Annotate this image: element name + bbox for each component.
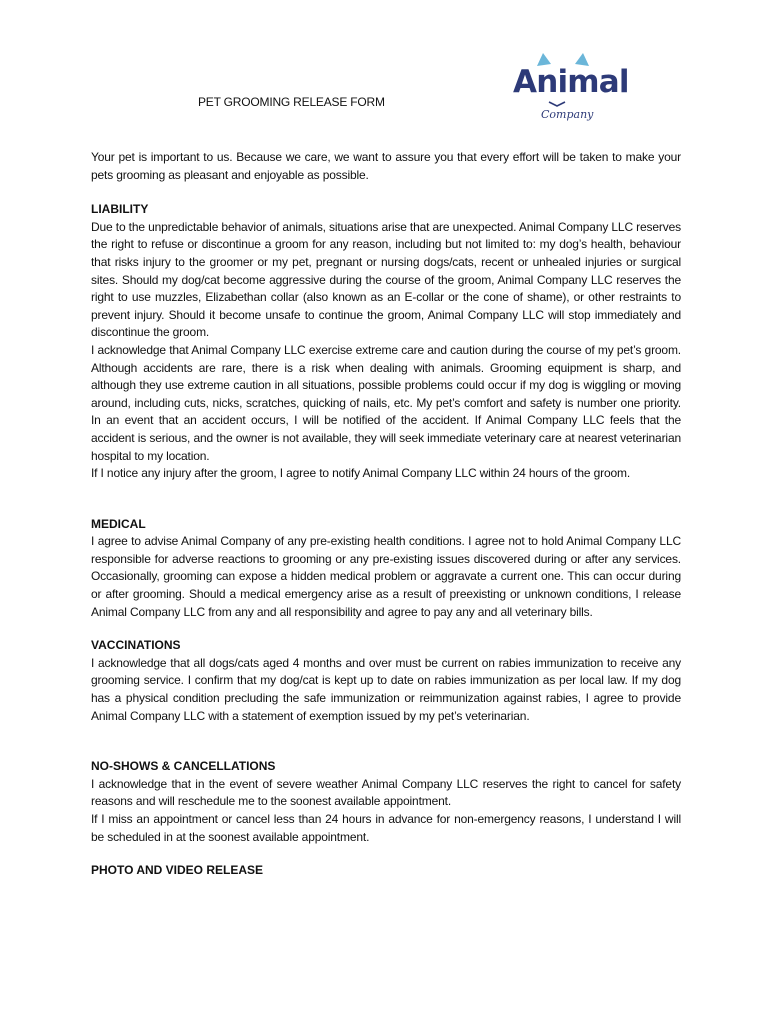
liability-paragraph-3: If I notice any injury after the groom, I agree to notify Animal Company LLC within 24 hours of the groom.: [91, 466, 631, 481]
liability-heading: LIABILITY: [91, 202, 149, 217]
medical-paragraph: I agree to advise Animal Company of any pre-existing health conditions. I agree not to hold Animal Company LLC responsible for adverse reactions to grooming or any pre-existing issues discovered during or after any services. Occasionally, grooming can expose a hidden medical problem or aggravate a current one. This can occur during or after grooming. Should a medical emergency arise as a result of preexisting or unknown conditions, I release Animal Company LLC from any and all responsibility and agree to pay any and all veterinary bills.: [91, 534, 681, 619]
noshows-paragraph-2: If I miss an appointment or cancel less than 24 hours in advance for non-emergency reasons, I understand I will be scheduled in at the soonest available appointment.: [91, 812, 681, 844]
photo-heading: PHOTO AND VIDEO RELEASE: [91, 863, 264, 878]
logo-wordmark: Animal: [513, 64, 629, 100]
company-logo: [505, 50, 629, 136]
vaccinations-paragraph: I acknowledge that all dogs/cats aged 4 months and over must be current on rabies immunization to receive any grooming service. I confirm that my dog/cat is kept up to date on rabies immunization as per local law. If my dog has a physical condition precluding the safe immunization or reimmunization against rabies, I agree to provide Animal Company LLC with a statement of exemption issued by my pet’s veterinarian.: [91, 655, 681, 723]
liability-paragraph-1: Due to the unpredictable behavior of animals, situations arise that are unexpected. Animal Company LLC reserves the right to refuse or discontinue a groom for any reason, including but not limited to: my dog’s health, behaviour that risks injury to the groomer or my pet, pregnant or nursing dogs/cats, recent or unhealed injuries or surgical sites. Should my dog/cat become aggressive during the course of the groom, Animal Company LLC reserves the right to use muzzles, Elizabethan collar (also known as an E-collar or the cone of shame), or other restraints to prevent injury. Should it become unsafe to continue the groom, Animal Company LLC will stop immediately and discontinue the groom.: [91, 219, 681, 340]
intro-paragraph: Your pet is important to us. Because we care, we want to assure you that every effort will be taken to make your pets grooming as pleasant and enjoyable as possible.: [91, 150, 681, 182]
vaccinations-heading: VACCINATIONS: [91, 638, 181, 653]
liability-paragraph-2: I acknowledge that Animal Company LLC exercise extreme care and caution during the course of my pet’s groom. Although accidents are rare, there is a risk when dealing with animals. Grooming equipment is sharp, and although they use extreme caution in all situations, possible problems could occur if my dog is wiggling or moving around, including cuts, nicks, scratches, quicking of nails, etc. My pet’s comfort and safety is number one priority. In an event that an accident occurs, I will be notified of the accident. If Animal Company LLC feels that the accident is serious, and the owner is not available, they will seek immediate veterinary care at nearest veterinarian hospital to my location.: [91, 342, 681, 463]
logo-subtext: Company: [541, 108, 594, 121]
medical-heading: MEDICAL: [91, 516, 146, 531]
page-title: PET GROOMING RELEASE FORM: [198, 95, 385, 109]
form-body: [91, 149, 681, 880]
noshows-paragraph-1: I acknowledge that in the event of severe weather Animal Company LLC reserves the right to cancel for safety reasons and will reschedule me to the soonest available appointment.: [91, 776, 681, 809]
noshows-heading: NO-SHOWS & CANCELLATIONS: [91, 759, 276, 774]
